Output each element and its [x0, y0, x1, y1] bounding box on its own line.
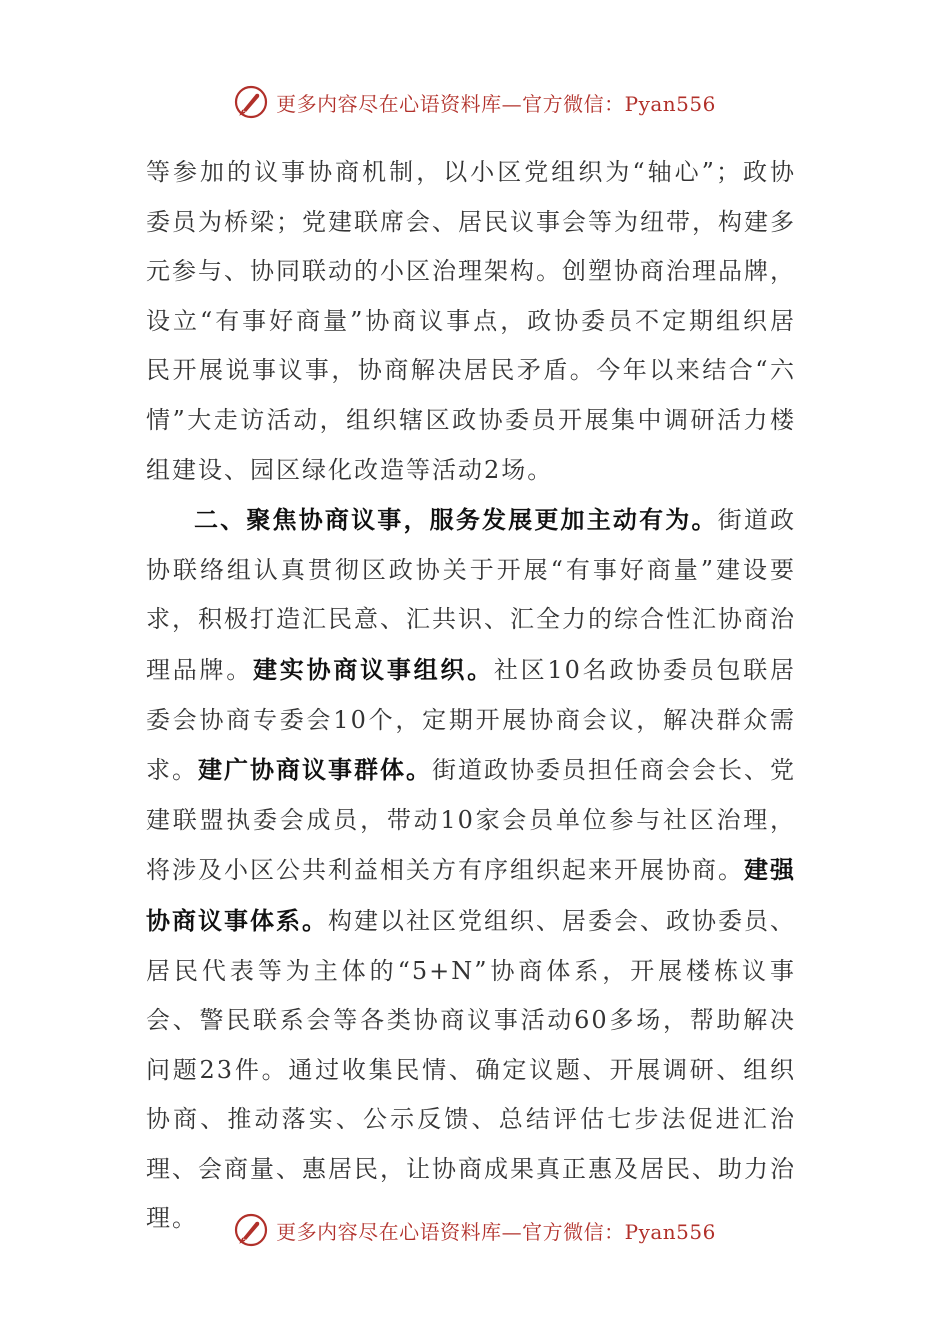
footer-watermark-banner: [0, 1210, 950, 1250]
quill-pen-seal-icon: [234, 1213, 268, 1247]
header-watermark-banner: [0, 82, 950, 122]
body-text: 等参加的议事协商机制，以小区党组织为“轴心”；政协委员为桥梁；党建联席会、居民议事会等为纽带，构建多元参与、协同联动的小区治理架构。创塑协商治理品牌，设立“有事好商量”协商议事点，政协委员不定期组织居民开展说事议事，协商解决居民矛盾。今年以来结合“六情”大走访活动，组织辖区政协委员开展集中调研活力楼组建设、园区绿化改造等活动2场。: [146, 158, 796, 484]
bold-heading-text: 建强协商议事体系。: [146, 855, 796, 935]
document-body: [146, 148, 796, 1244]
watermark-text: 更多内容尽在心语资料库—官方微信：Pyan556: [276, 91, 716, 116]
bold-heading-text: 建实协商议事组织。: [253, 654, 494, 684]
body-text: 社区10名政协委员包联居委会协商专委会10个，定期开展协商会议，解决群众需求。: [146, 655, 797, 785]
watermark-text: 更多内容尽在心语资料库—官方微信：Pyan556: [276, 1219, 716, 1244]
body-text: 街道政协联络组认真贯彻区政协关于开展“有事好商量”建设要求，积极打造汇民意、汇共识、汇全力的综合性汇协商治理品牌。: [146, 506, 797, 684]
quill-pen-seal-icon: [234, 85, 268, 119]
body-text: 街道政协委员担任商会会长、党建联盟执委会成员，带动10家会员单位参与社区治理，将涉及小区公共利益相关方有序组织起来开展协商。: [146, 756, 796, 885]
body-text: 构建以社区党组织、居委会、政协委员、居民代表等为主体的“5+N”协商体系，开展楼栋议事会、警民联系会等各类协商议事活动60多场，帮助解决问题23件。通过收集民情、确定议题、开展调研、组织协商、推动落实、公示反馈、总结评估七步法促进汇治理、会商量、惠居民，让协商成果真正惠及居民、助力治理。: [146, 906, 796, 1233]
bold-heading-text: 二、聚焦协商议事，服务发展更加主动有为。: [194, 505, 718, 535]
bold-heading-text: 建广协商议事群体。: [198, 755, 432, 785]
paragraph: [146, 148, 796, 495]
paragraph: [146, 495, 796, 1244]
